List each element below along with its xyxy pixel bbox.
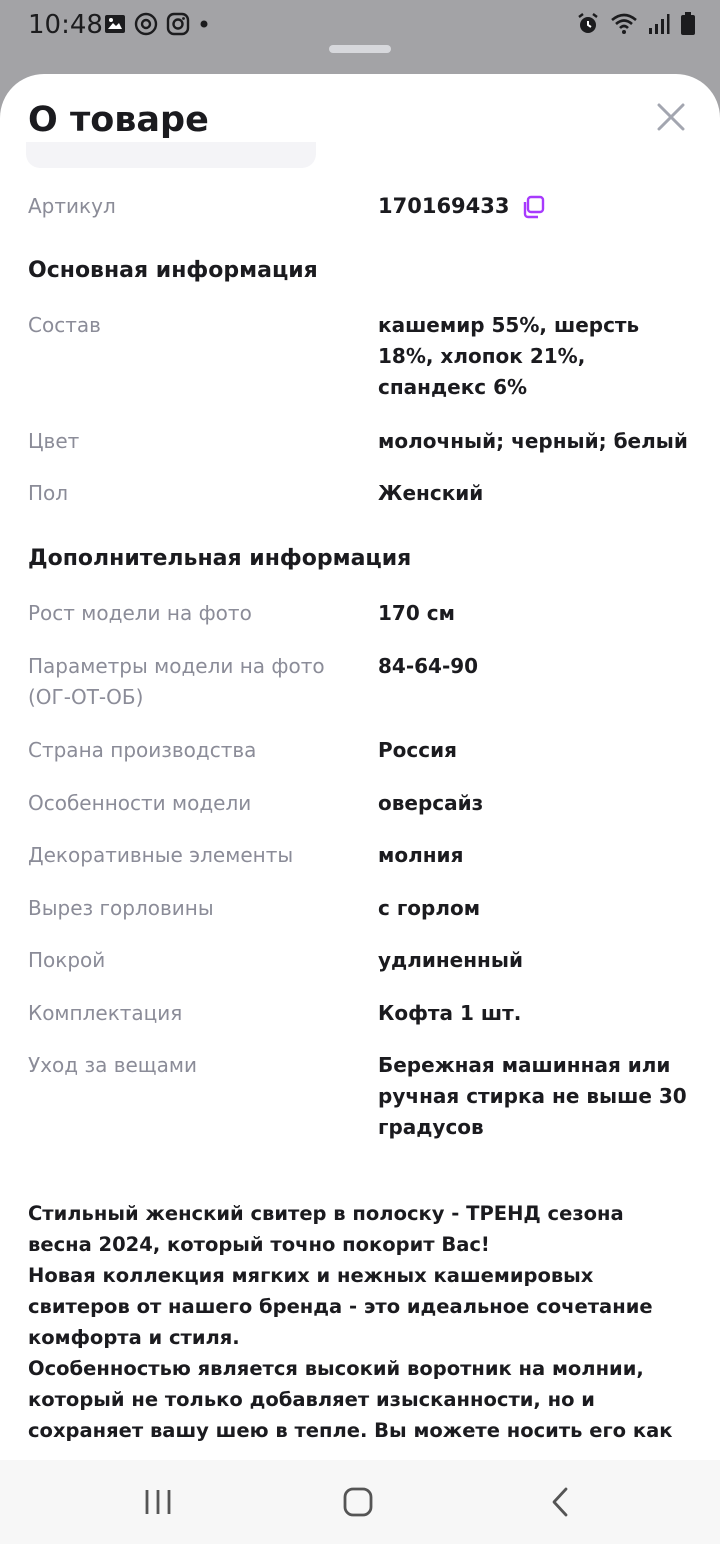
recents-icon [143,1487,173,1517]
article-number[interactable]: 170169433 [378,194,510,218]
description-paragraph: Стильный женский свитер в полоску - ТРЕНД сезона весна 2024, который точно покорит Вас! [28,1202,624,1256]
info-value: Бережная машинная или ручная стирка не выше 30 градусов [378,1053,687,1139]
close-button[interactable] [652,98,690,136]
home-icon [342,1486,374,1518]
article-label: Артикул [28,194,116,218]
product-info-sheet [0,74,720,1460]
description-paragraph: Особенностью является высокий воротник на молнии, который не только добавляет изысканности, но и сохраняет вашу шею в тепле. Вы можете носить его как [28,1357,673,1442]
info-key: Пол [28,481,69,505]
wifi-icon [610,12,638,36]
info-value: 170 см [378,601,455,625]
info-value: удлиненный [378,948,523,972]
description-paragraph: Новая коллекция мягких и нежных кашемировых свитеров от нашего бренда - это идеальное сочетание комфорта и стиля. [28,1264,653,1349]
back-button[interactable] [530,1480,590,1524]
instagram-icon [166,12,190,36]
info-value: Россия [378,738,457,762]
sheet-drag-handle[interactable] [329,45,391,53]
info-key: Комплектация [28,1001,183,1025]
dot-icon [198,18,210,30]
system-nav-bar [0,1460,720,1544]
alarm-icon [576,12,600,36]
info-key: Параметры модели на фото (ОГ-ОТ-ОБ) [28,654,325,709]
close-icon [652,98,690,136]
info-key: Состав [28,313,101,337]
info-value: Женский [378,481,484,505]
recents-button[interactable] [128,1480,188,1524]
partially-scrolled-chip [26,142,316,168]
info-key: Вырез горловины [28,896,214,920]
info-key: Цвет [28,429,80,453]
main-info-heading: Основная информация [28,258,318,283]
article-value[interactable] [378,191,698,222]
info-value: кашемир 55%, шерсть 18%, хлопок 21%, спандекс 6% [378,313,640,399]
info-key: Покрой [28,948,106,972]
info-value: молочный; черный; белый [378,429,688,453]
back-icon [548,1486,572,1518]
info-value: Кофта 1 шт. [378,1001,522,1025]
battery-icon [680,12,696,36]
copy-icon[interactable] [520,194,546,220]
extra-info-heading: Дополнительная информация [28,546,412,571]
info-key: Страна производства [28,738,257,762]
product-description [28,1198,692,1446]
info-key: Рост модели на фото [28,601,252,625]
signal-icon [648,13,670,35]
sheet-title: О товаре [28,100,209,140]
status-right-icons [576,12,696,36]
info-value: 84-64-90 [378,654,479,678]
status-left-icons [104,12,210,36]
info-key: Декоративные элементы [28,843,294,867]
status-time: 10:48 [28,10,103,40]
info-key: Уход за вещами [28,1053,197,1077]
info-value: молния [378,843,464,867]
info-value: с горлом [378,896,481,920]
home-button[interactable] [328,1480,388,1524]
info-key: Особенности модели [28,791,252,815]
info-value: оверсайз [378,791,484,815]
gallery-icon [104,13,126,35]
at-icon [134,12,158,36]
